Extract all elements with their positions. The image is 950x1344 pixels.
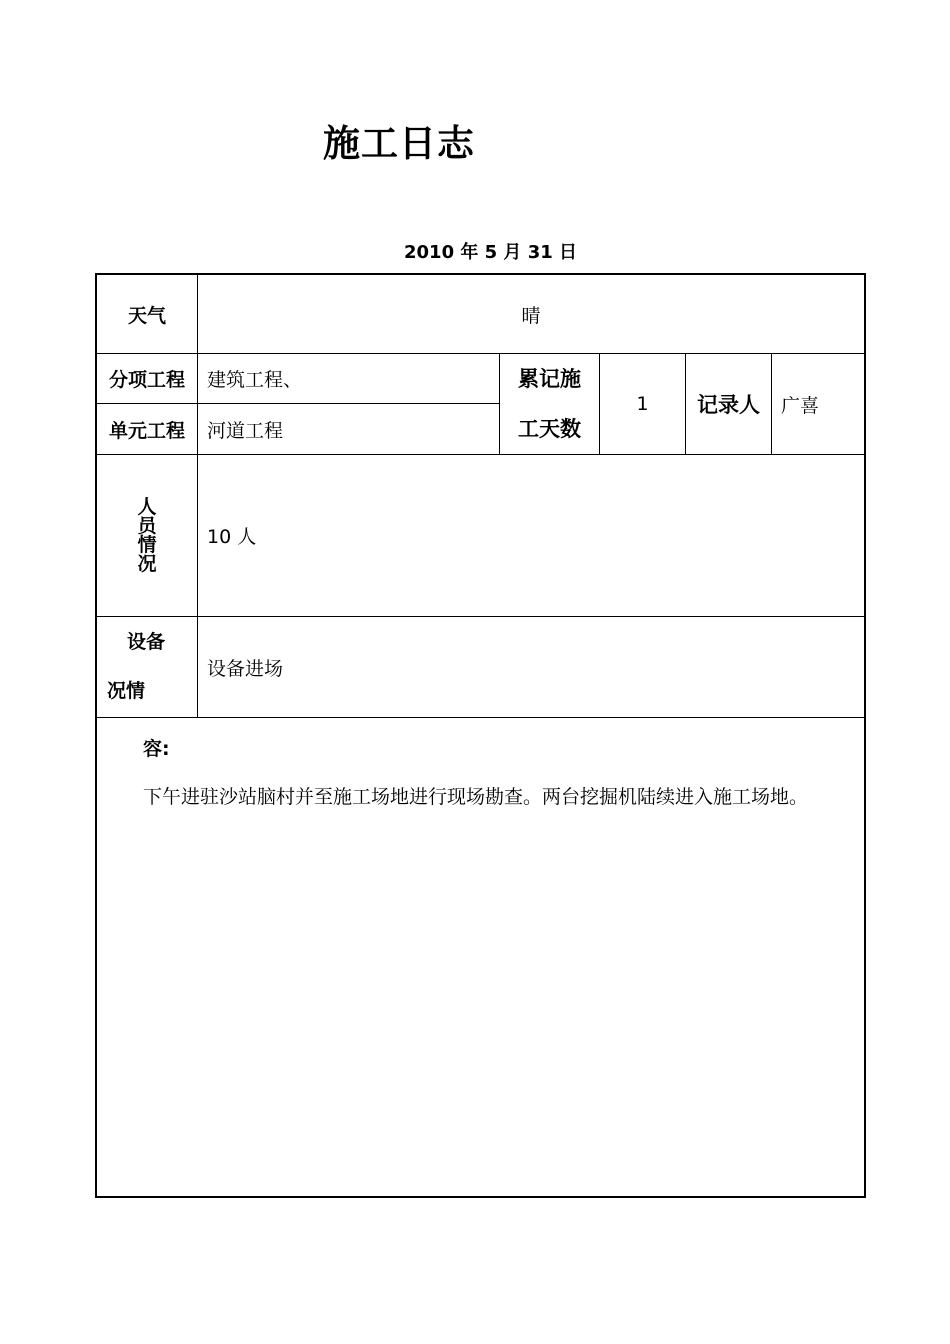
- personnel-label: [97, 455, 197, 616]
- unit-project-value: 河道工程: [207, 419, 284, 442]
- weather-value: 晴: [521, 304, 541, 327]
- cumulative-days-value: 1: [636, 393, 649, 415]
- content-text: 下午进驻沙站脑村并至施工场地进行现场勘查。两台挖掘机陆续进入施工场地。: [143, 786, 809, 808]
- personnel-label-char: 况: [137, 552, 157, 575]
- personnel-label-char: 人: [137, 495, 157, 518]
- personnel-value: 10 人: [207, 526, 257, 548]
- sub-project-label: 分项工程: [108, 369, 185, 391]
- cumulative-days-label-line2: 工天数: [518, 417, 581, 441]
- log-table: [95, 273, 866, 1198]
- recorder-label: 记录人: [697, 393, 760, 417]
- cumulative-days-label: [500, 354, 599, 454]
- recorder-value: 广喜: [781, 394, 820, 417]
- cumulative-days-label-line1: 累记施: [518, 367, 581, 391]
- page-title: 施工日志: [323, 122, 475, 165]
- equipment-label-line2: 况情: [107, 680, 146, 702]
- personnel-label-char: 员: [137, 514, 157, 537]
- weather-label: 天气: [127, 304, 166, 327]
- equipment-label-line1: 设备: [127, 631, 166, 653]
- equipment-label: [97, 617, 197, 717]
- log-date: 2010 年 5 月 31 日: [404, 242, 578, 263]
- unit-project-label: 单元工程: [108, 419, 185, 442]
- sub-project-value: 建筑工程、: [207, 369, 303, 391]
- row-divider: [97, 717, 864, 718]
- equipment-value: 设备进场: [207, 657, 284, 680]
- content-label: 容:: [143, 738, 170, 760]
- personnel-label-char: 情: [137, 533, 157, 556]
